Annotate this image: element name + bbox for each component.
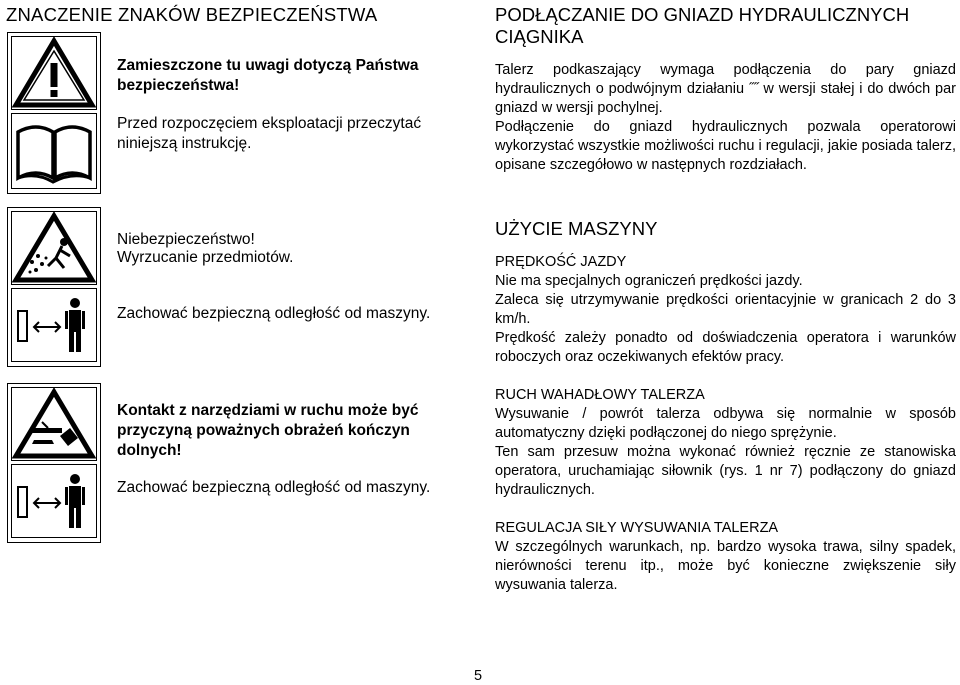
swing-paragraph-2: Ten sam przesuw można wykonać również ręcznie ze stanowiska operatora, uruchamiając siłownik (rys. 1 nr 7) podłączony do gniazd hydraulicznych. [495,444,956,498]
safety-sign-3 [7,383,101,543]
section-hydraulic-connection [495,4,956,175]
force-subheading: REGULACJA SIŁY WYSUWANIA TALERZA [495,520,779,536]
sign-3-top-panel [11,387,97,461]
open-book-icon [12,114,96,188]
speed-paragraph-1: Nie ma specjalnych ograniczeń prędkości jazdy. [495,273,803,289]
swing-subheading: RUCH WAHADŁOWY TALERZA [495,387,705,403]
sign-1-read-manual-text: Przed rozpoczęciem eksploatacji przeczytać niniejszą instrukcję. [117,115,422,152]
speed-paragraph-2: Zaleca się utrzymywanie prędkości orientacyjnie w granicach 2 do 3 km/h. [495,292,956,327]
speed-paragraph-3: Prędkość zależy ponadto od doświadczenia operatora i warunków roboczych oraz oczekiwanych efektów pracy. [495,330,956,365]
sign-2-distance-text: Zachować bezpieczną odległość od maszyny. [117,305,431,322]
foot-injury-warning-icon [12,388,96,460]
safety-sign-2 [7,207,101,367]
sign-2-danger-text: Niebezpieczeństwo! [117,231,255,248]
safe-distance-icon [12,289,96,361]
safe-distance-icon [12,465,96,537]
hydraulic-paragraph-1: Talerz podkaszający wymaga podłączenia do pary gniazd hydraulicznych o podwójnym działaniu ˝˝ w wersji stałej i do dwóch par gniazd w wersji pochylnej. [495,62,956,116]
sign-1-warning-text: Zamieszczone tu uwagi dotyczą Państwa bezpieczeństwa! [117,57,419,94]
sign-1-top-panel [11,36,97,110]
section-heading-machine-use: UŻYCIE MASZYNY [495,218,658,239]
sign-1-bottom-panel [11,113,97,189]
hydraulic-paragraph-2: Podłączenie do gniazd hydraulicznych pozwala operatorowi wykorzystać wszystkie możliwości ruchu i regulacji, jakie posiada talerz, opisane szczegółowo w następnych rozdziałach. [495,119,956,173]
sign-2-top-panel [11,211,97,285]
warning-exclamation-icon [12,37,96,109]
sign-2-bottom-panel [11,288,97,362]
sign-3-injury-text: Kontakt z narzędziami w ruchu może być przyczyną poważnych obrażeń kończyn dolnych! [117,402,419,459]
sign-2-thrown-objects-text: Wyrzucanie przedmiotów. [117,249,294,266]
swing-paragraph-1: Wysuwanie / powrót talerza odbywa się normalnie w sposób automatyczny dzięki podłączonej do niego sprężynie. [495,406,956,441]
sign-3-bottom-panel [11,464,97,538]
section-machine-use [495,218,956,595]
safety-sign-1 [7,32,101,194]
sign-3-distance-text: Zachować bezpieczną odległość od maszyny. [117,479,431,496]
page-number: 5 [474,668,483,684]
page-title-left: ZNACZENIE ZNAKÓW BEZPIECZEŃSTWA [6,4,378,25]
thrown-objects-warning-icon [12,212,96,284]
force-paragraph-1: W szczególnych warunkach, np. bardzo wysoka trawa, silny spadek, nierówności terenu itp., może być konieczne zwiększenie siły wysuwania talerza. [495,539,956,593]
section-heading-hydraulic: PODŁĄCZANIE DO GNIAZD HYDRAULICZNYCH CIĄGNIKA [495,4,910,47]
speed-subheading: PRĘDKOŚĆ JAZDY [495,254,627,270]
